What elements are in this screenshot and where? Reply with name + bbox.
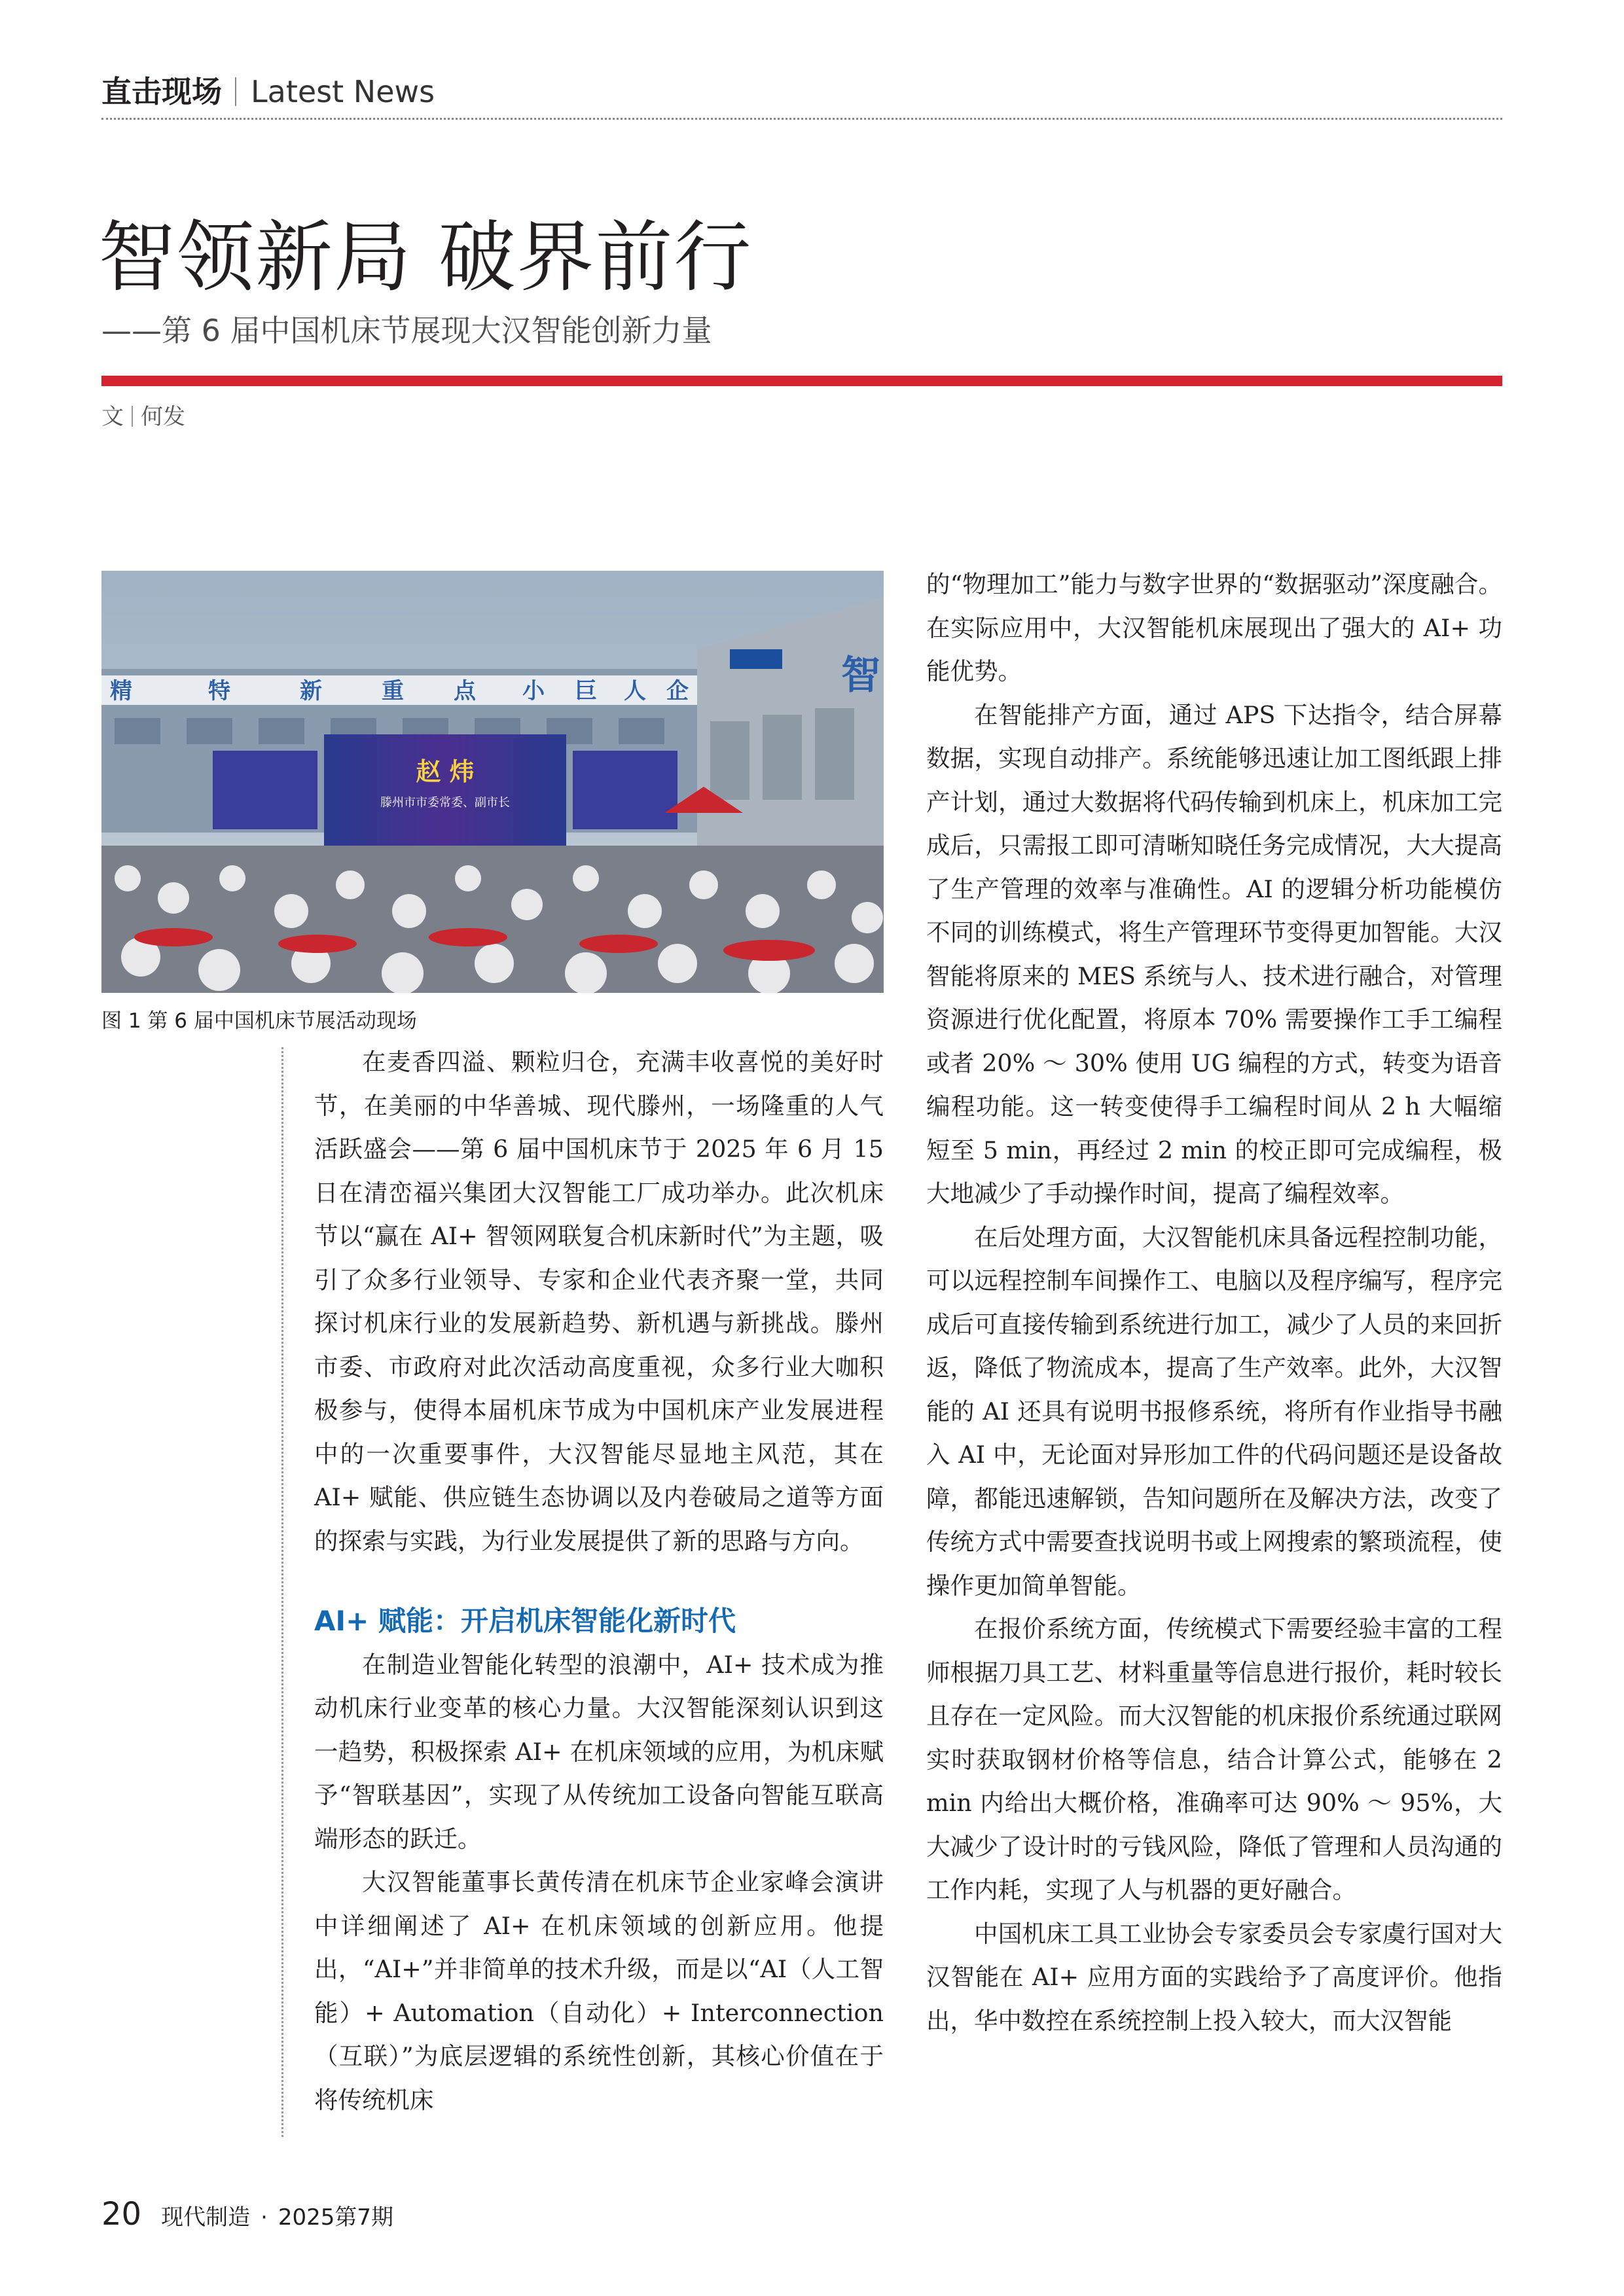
section-name: 直击现场 [101,74,222,109]
screen-name: 赵 炜 [416,757,475,786]
section-name-en: Latest News [251,74,435,109]
header-rule [101,118,1502,120]
paragraph: 在后处理方面，大汉智能机床具备远程控制功能，可以远程控制车间操作工、电脑以及程序编写，程序完成后可直接传输到系统进行加工，减少了人员的来回折返，降低了物流成本，提高了生产效率。此外，大汉智能的 AI 还具有说明书报修系统，将所有作业指导书融入 AI 中，无论面对异形加工件的代码问题还是设备故障，都能迅速解锁，告知问题所在及解决方法，改变了传统方式中需要查找说明书或上网搜索的繁琐流程，使操作更加简单智能。 [926,1223,1502,1600]
banner-char: 企 [666,678,689,704]
column-divider [281,1047,283,2137]
event-photo [101,571,884,993]
banner-char: 巨 [575,678,597,704]
paragraph: 在智能排产方面，通过 APS 下达指令，结合屏幕数据，实现自动排产。系统能够迅速让加工图纸跟上排产计划，通过大数据将代码传输到机床上，机床加工完成后，只需报工即可清晰知晓任务完成情况，大大提高了生产管理的效率与准确性。AI 的逻辑分析功能模仿不同的训练模式，将生产管理环节变得更加智能。大汉智能将原来的 MES 系统与人、技术进行融合，对管理资源进行优化配置，将原本 70% 需要操作工手工编程或者 20% ～ 30% 使用 UG 编程的方式，转变为语音编程功能。这一转变使得手工编程时间从 2 h 大幅缩短至 5 min，再经过 2 min 的校正即可完成编程，极大地减少了手动操作时间，提高了编程效率。 [926,700,1502,1208]
paragraph: 在麦香四溢、颗粒归仓，充满丰收喜悦的美好时节，在美丽的中华善城、现代滕州，一场隆重的人气活跃盛会——第 6 届中国机床节于 2025 年 6 月 15 日在清峦福兴集团大汉智能工厂成功举办。此次机床节以“赢在 AI+ 智领网联复合机床新时代”为主题，吸引了众多行业领导、专家和企业代表齐聚一堂，共同探讨机床行业的发展新趋势、新机遇与新挑战。滕州市委、市政府对此次活动高度重视，众多行业大咖积极参与，使得本届机床节成为中国机床产业发展进程中的一次重要事件，大汉智能尽显地主风范，其在 AI+ 赋能、供应链生态协调以及内卷破局之道等方面的探索与实践，为行业发展提供了新的思路与方向。 [314,1048,884,1555]
paragraph: 大汉智能董事长黄传清在机床节企业家峰会演讲中详细阐述了 AI+ 在机床领域的创新应用。他提出，“AI+”并非简单的技术升级，而是以“AI（人工智能）+ Automation（自动化）+ Interconnection（互联）”为底层逻辑的系统性创新，其核心价值在于将传统机床 [314,1868,884,2114]
banner-char: 重 [382,678,404,704]
title-rule [101,376,1502,386]
left-column [314,1041,884,2122]
byline-divider [132,406,133,427]
byline [101,401,185,433]
banner-char: 精 [110,678,132,704]
footer-separator: · [261,2204,268,2231]
section-divider [235,77,236,106]
article-subtitle: ——第 6 届中国机床节展现大汉智能创新力量 [101,313,712,348]
screen-role: 滕州市市委常委、副市长 [380,796,510,810]
paragraph: 在报价系统方面，传统模式下需要经验丰富的工程师根据刀具工艺、材料重量等信息进行报价，耗时较长且存在一定风险。而大汉智能的机床报价系统通过联网实时获取钢材价格等信息，结合计算公式，能够在 2 min 内给出大概价格，准确率可达 90% ～ 95%，大大减少了设计时的亏钱风险，降低了管理和人员沟通的工作内耗，实现了人与机器的更好融合。 [926,1615,1502,1904]
author-name: 何发 [141,404,185,430]
paragraph: 在制造业智能化转型的浪潮中，AI+ 技术成为推动机床行业变革的核心力量。大汉智能深刻认识到这一趋势，积极探索 AI+ 在机床领域的应用，为机床赋予“智联基因”，实现了从传统加工设备向智能互联高端形态的跃迁。 [314,1650,884,1853]
paragraph: 中国机床工具工业协会专家委员会专家虞行国对大汉智能在 AI+ 应用方面的实践给予了高度评价。他指出，华中数控在系统控制上投入较大，而大汉智能 [926,1919,1502,2035]
figure-caption: 图 1 第 6 届中国机床节展活动现场 [101,1009,417,1033]
issue-label: 2025第7期 [278,2204,394,2231]
paragraph: 的“物理加工”能力与数字世界的“数据驱动”深度融合。在实际应用中，大汉智能机床展现出了强大的 AI+ 功能优势。 [926,570,1502,685]
building-sign: 智 [841,653,880,698]
page-footer [101,2196,393,2233]
banner-char: 特 [208,678,230,704]
article-title: 智领新局 破界前行 [98,212,753,302]
right-column [926,563,1502,2043]
section-heading: AI+ 赋能：开启机床智能化新时代 [314,1605,736,1637]
section-header [101,69,435,115]
page-number: 20 [101,2196,142,2233]
banner-char: 小 [522,678,545,704]
magazine-name: 现代制造 [161,2204,251,2231]
banner-char: 点 [454,678,476,704]
banner-char: 人 [624,678,646,704]
byline-label: 文 [101,404,124,430]
banner-char: 新 [300,678,322,704]
